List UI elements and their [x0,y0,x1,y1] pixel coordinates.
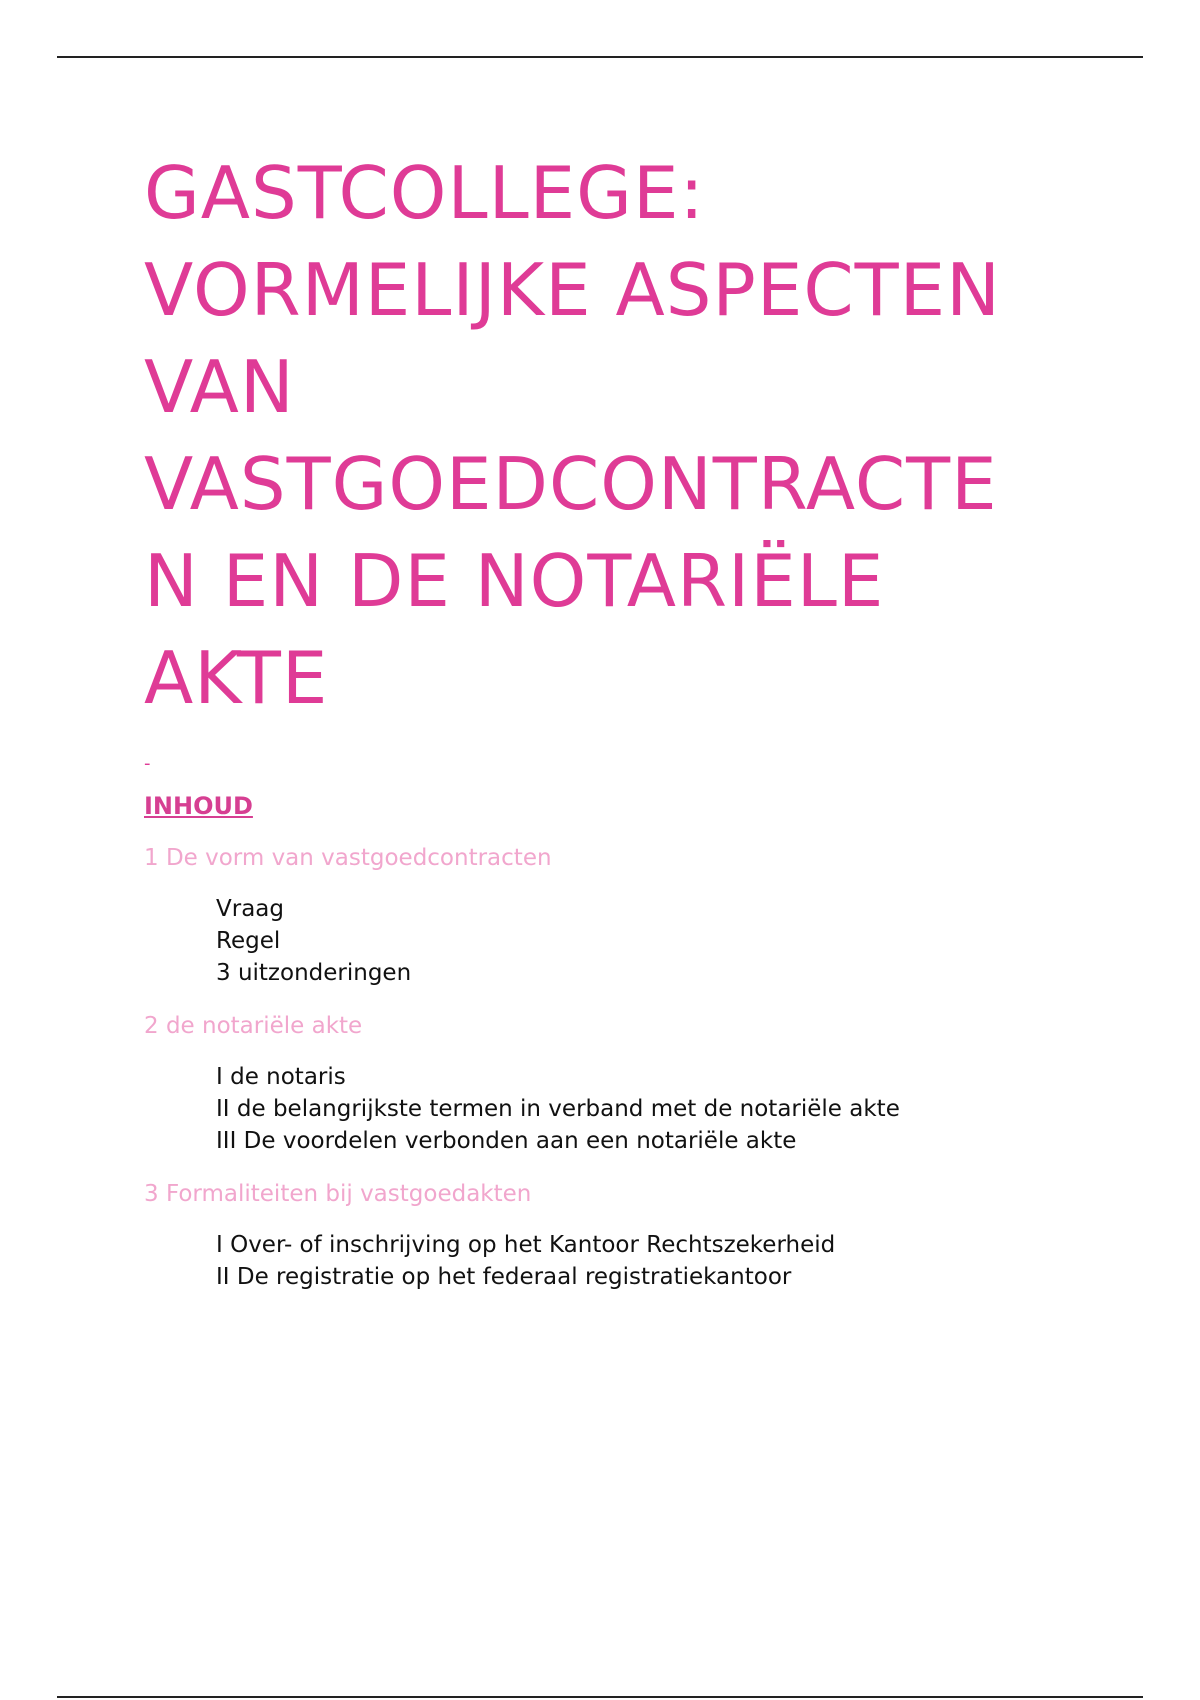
document-title [144,145,1044,727]
section-title: 1 De vorm van vastgoedcontracten [144,845,552,871]
title-line: GASTCOLLEGE: [144,151,705,235]
toc-section-2 [144,1011,1044,1157]
toc-heading: INHOUD [144,792,253,820]
document-body [144,145,1044,1293]
toc-item: III De voordelen verbonden aan een notariële akte [216,1128,797,1154]
title-line: VASTGOEDCONTRACTE [144,442,998,526]
toc-item: I de notaris [216,1064,346,1090]
bottom-rule [57,1696,1143,1698]
title-line: AKTE [144,636,329,720]
toc-item: I Over- of inschrijving op het Kantoor Rechtszekerheid [216,1232,836,1258]
title-dash: - [144,753,151,774]
title-line: VAN [144,345,295,429]
toc-item: II De registratie op het federaal registratiekantoor [216,1264,792,1290]
toc-item: II de belangrijkste termen in verband met de notariële akte [216,1096,900,1122]
toc-item: Regel [216,928,281,954]
title-line: VORMELIJKE ASPECTEN [144,248,1001,332]
toc-section-1 [144,843,1044,989]
top-rule [57,56,1143,58]
toc-item: 3 uitzonderingen [216,960,412,986]
toc-item: Vraag [216,896,284,922]
section-items [144,893,1044,989]
section-items [144,1229,1044,1293]
section-title: 2 de notariële akte [144,1013,363,1039]
title-line: N EN DE NOTARIËLE [144,539,885,623]
toc-section-3 [144,1179,1044,1293]
section-items [144,1061,1044,1157]
section-title: 3 Formaliteiten bij vastgoedakten [144,1181,532,1207]
